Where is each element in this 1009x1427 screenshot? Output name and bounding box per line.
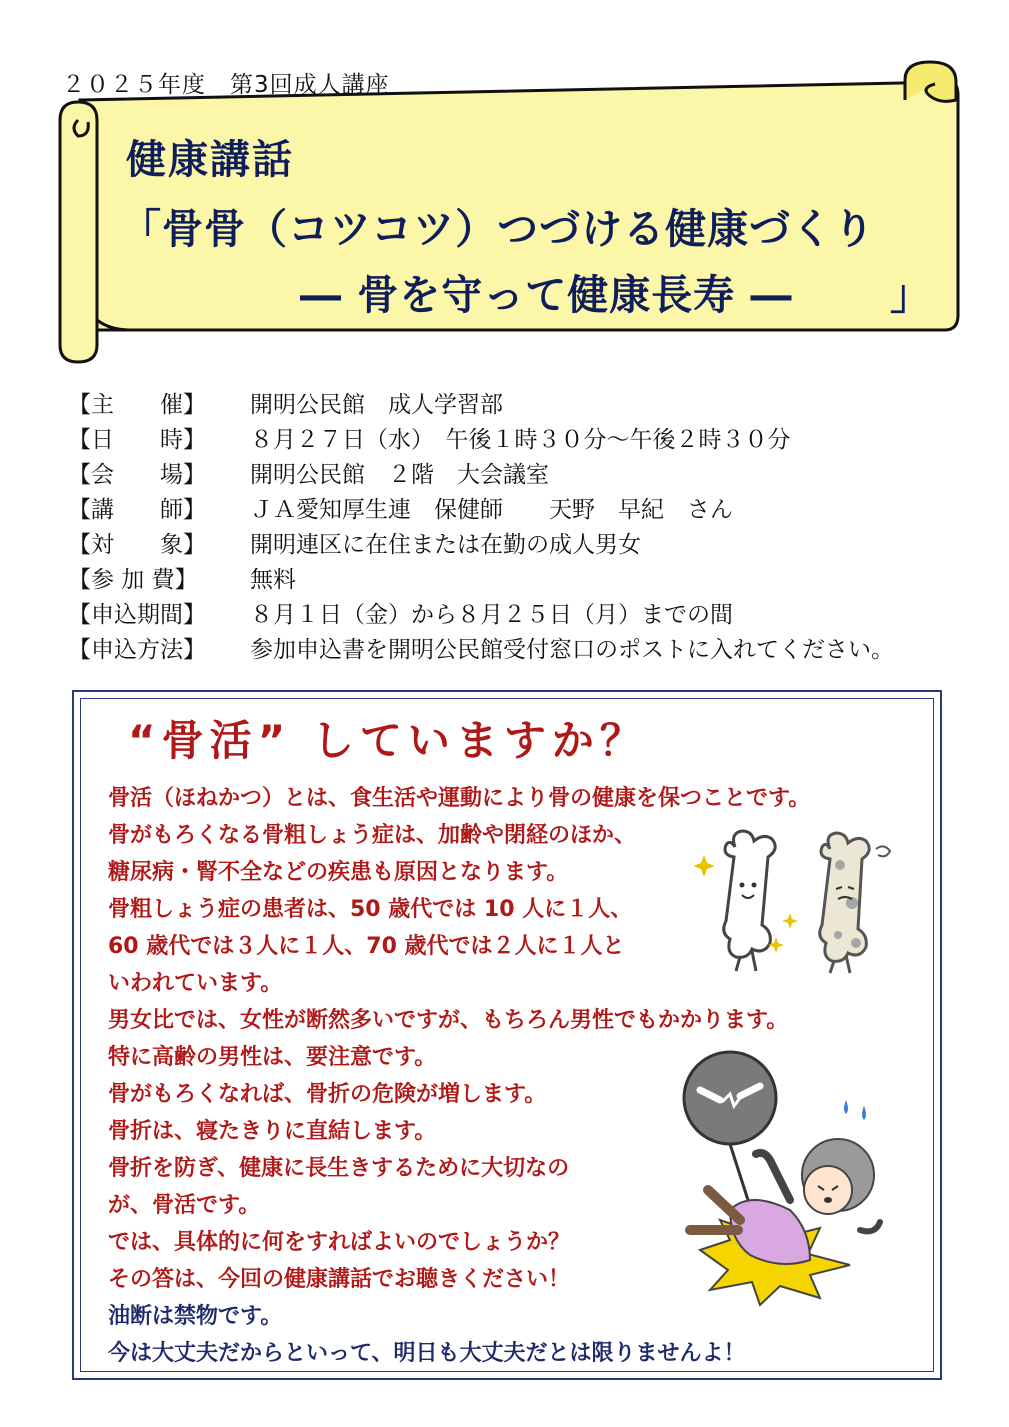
body-line: では、具体的に何をすればよいのでしょうか？ xyxy=(108,1230,571,1255)
info-row-lecturer xyxy=(68,490,948,525)
info-label: 【対 象】 xyxy=(68,532,206,558)
series-title: ２０２５年度 第3回成人講座 xyxy=(62,72,390,98)
info-value: ＪＡ愛知厚生連 保健師 天野 早紀 さん xyxy=(250,497,733,523)
body-line: 特に高齢の男性は、要注意です。 xyxy=(108,1045,437,1070)
body-line: その答は、今回の健康講話でお聴きください！ xyxy=(108,1267,571,1292)
healthy-bone-icon xyxy=(724,831,775,971)
info-row-target xyxy=(68,525,948,560)
weak-bone-icon xyxy=(820,833,890,973)
banner-closing-bracket: 」 xyxy=(890,271,931,319)
event-info-list xyxy=(68,385,948,665)
body-line: 骨折を防ぎ、健康に長生きするために大切なの xyxy=(108,1156,570,1181)
body-line: 骨粗しょう症の患者は、50 歳代では 10 人に１人、 xyxy=(108,897,633,922)
info-row-application-period xyxy=(68,595,948,630)
info-label: 【講 師】 xyxy=(68,497,206,523)
info-value: 無料 xyxy=(250,567,296,593)
info-value: 参加申込書を開明公民館受付窓口のポストに入れてください。 xyxy=(250,637,894,663)
info-value: ８月１日（金）から８月２５日（月）までの間 xyxy=(250,602,733,628)
info-value: 開明公民館 成人学習部 xyxy=(250,392,503,418)
body-line: 60 歳代では３人に１人、70 歳代では２人に１人と xyxy=(108,934,625,959)
info-row-organizer xyxy=(68,385,948,420)
info-label: 【日 時】 xyxy=(68,427,206,453)
banner-title: 健康講話 xyxy=(126,137,294,183)
body-line: が、骨活です。 xyxy=(108,1193,261,1218)
title-scroll-banner xyxy=(0,0,1009,370)
body-line: 骨折は、寝たきりに直結します。 xyxy=(108,1119,437,1144)
info-label: 【申込期間】 xyxy=(68,602,206,628)
closing-line: 今は大丈夫だからといって、明日も大丈夫だとは限りませんよ！ xyxy=(108,1341,746,1366)
banner-subtitle: ― 骨を守って健康長寿 ― xyxy=(300,271,793,319)
info-row-venue xyxy=(68,455,948,490)
info-label: 【会 場】 xyxy=(68,462,206,488)
body-line: 骨がもろくなる骨粗しょう症は、加齢や閉経のほか、 xyxy=(108,823,637,848)
body-line: いわれています。 xyxy=(108,971,283,996)
body-line: 骨活（ほねかつ）とは、食生活や運動により骨の健康を保つことです。 xyxy=(108,786,811,811)
box-heading: “骨活” していますか？ xyxy=(128,716,648,765)
banner-main-title: 「骨骨（コツコツ）つづける健康づくり xyxy=(120,205,876,253)
info-label: 【申込方法】 xyxy=(68,637,206,663)
info-row-datetime xyxy=(68,420,948,455)
body-line: 男女比では、女性が断然多いですが、もちろん男性でもかかります。 xyxy=(108,1008,789,1033)
bones-illustration xyxy=(690,825,905,975)
info-value: 開明公民館 ２階 大会議室 xyxy=(250,462,549,488)
info-value: ８月２７日（水） 午後１時３０分～午後２時３０分 xyxy=(250,427,791,453)
fall-illustration xyxy=(660,1050,900,1310)
info-label: 【参 加 費】 xyxy=(68,567,198,593)
body-line: 骨がもろくなれば、骨折の危険が増します。 xyxy=(108,1082,547,1107)
sweat-drops-icon xyxy=(844,1100,866,1120)
info-value: 開明連区に在住または在勤の成人男女 xyxy=(250,532,641,558)
info-row-fee xyxy=(68,560,948,595)
info-label: 【主 催】 xyxy=(68,392,206,418)
info-row-application-method xyxy=(68,630,948,665)
body-line: 糖尿病・腎不全などの疾患も原因となります。 xyxy=(108,860,569,885)
broken-bone-icon xyxy=(684,1052,776,1200)
closing-line: 油断は禁物です。 xyxy=(108,1304,283,1329)
